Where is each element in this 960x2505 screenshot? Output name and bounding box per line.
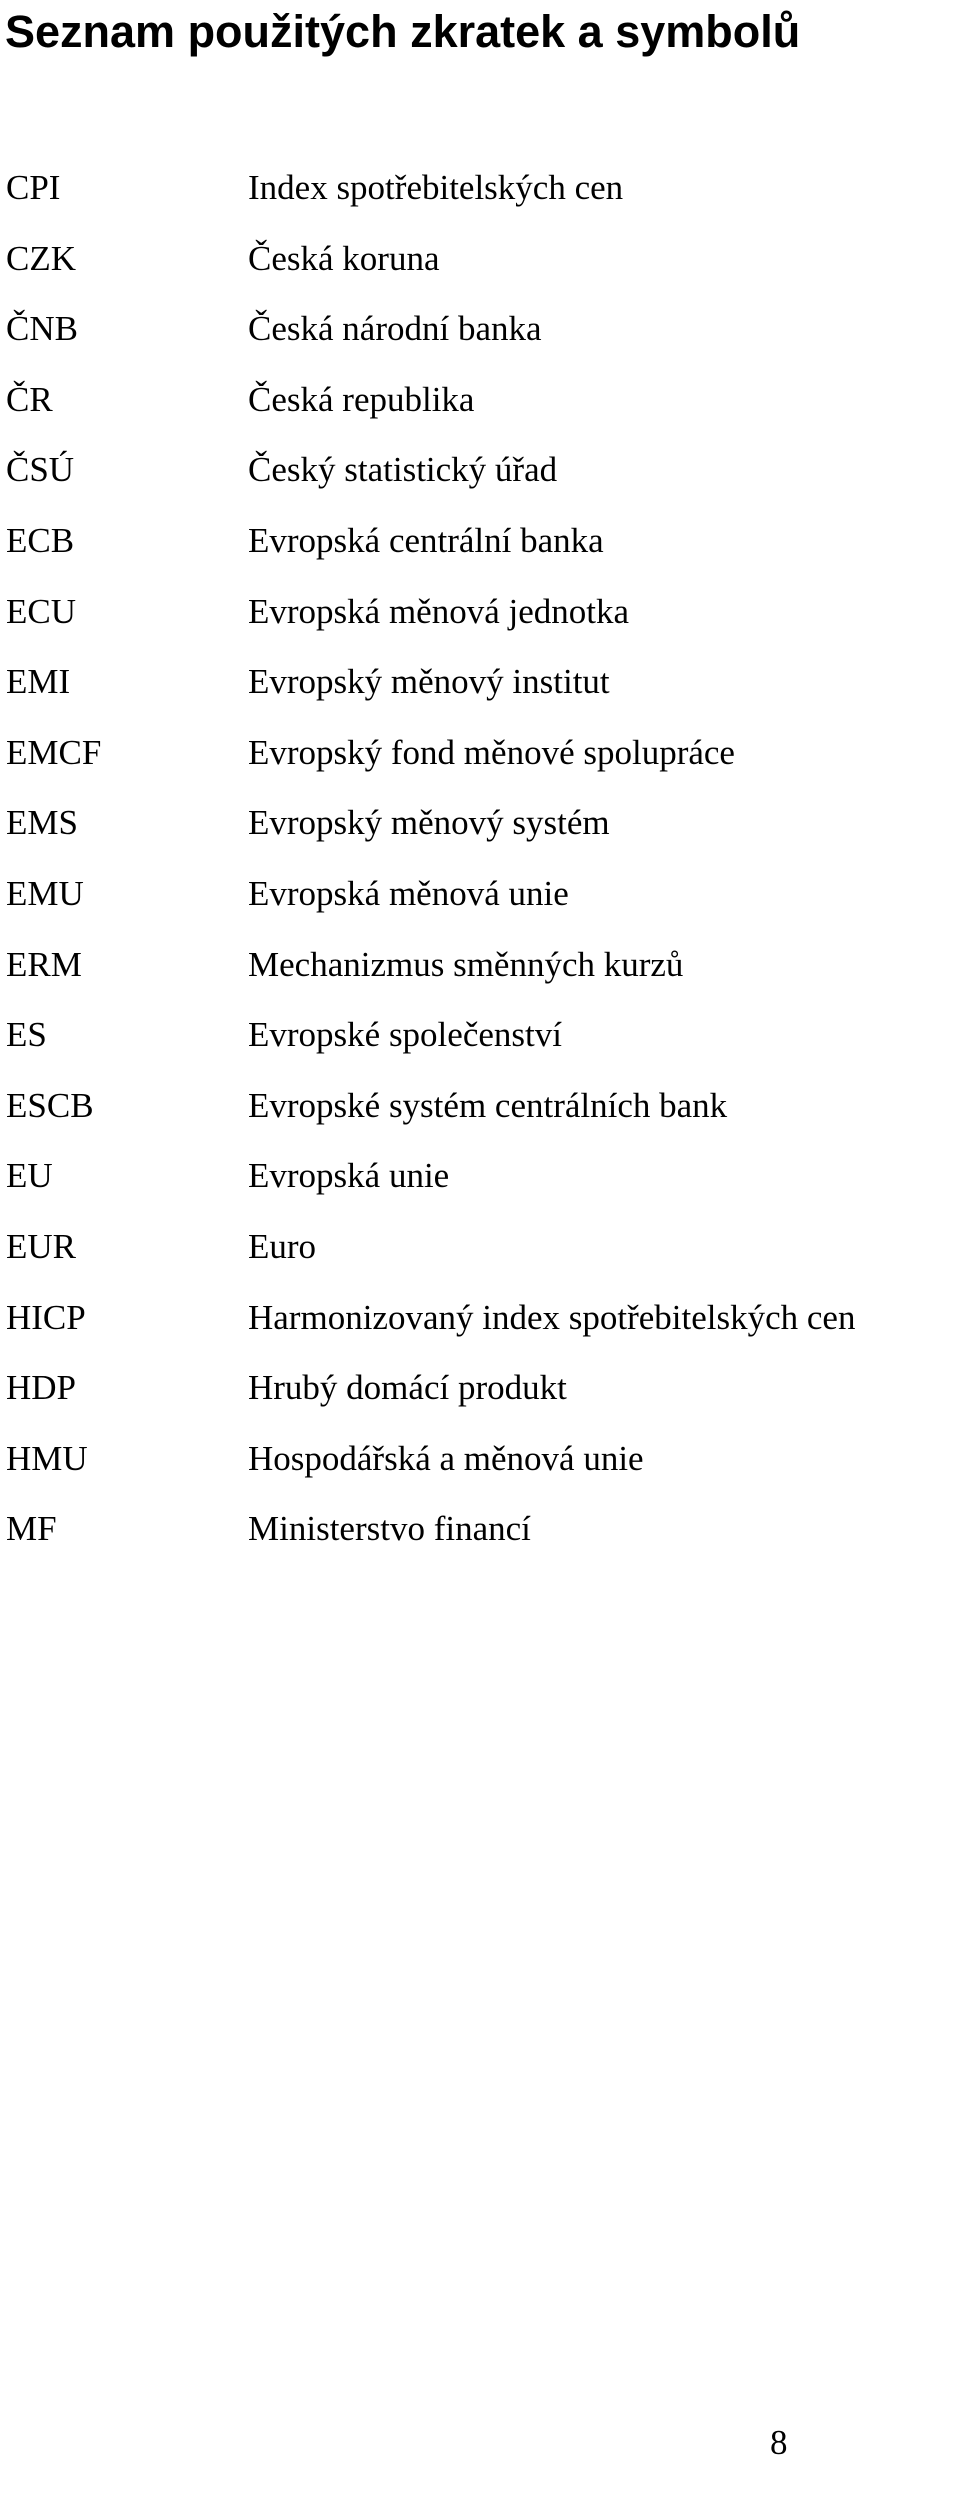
- abbreviation-row: [0, 301, 960, 372]
- abbreviation-row: [0, 442, 960, 513]
- abbreviation-row: [0, 725, 960, 796]
- abbreviation-term: CPI: [6, 168, 61, 207]
- abbreviation-term: EMI: [6, 662, 71, 702]
- abbreviation-row: [0, 1148, 960, 1219]
- abbreviation-meaning: Evropská měnová jednotka: [248, 591, 630, 631]
- abbreviation-row: [0, 1360, 960, 1431]
- abbreviation-row: [0, 584, 960, 655]
- abbreviation-meaning: Evropské systém centrálních bank: [248, 1085, 728, 1125]
- abbreviation-term: ES: [6, 1015, 47, 1055]
- abbreviation-term: EMCF: [6, 732, 102, 772]
- abbreviation-meaning: Česká koruna: [248, 238, 440, 278]
- abbreviation-meaning: Harmonizovaný index spotřebitelských cen: [248, 1297, 856, 1337]
- abbreviation-term: ČR: [6, 379, 53, 419]
- abbreviation-term: ČSÚ: [6, 450, 75, 490]
- abbreviation-meaning: Euro: [248, 1226, 317, 1266]
- abbreviation-term: ESCB: [6, 1085, 94, 1125]
- abbreviation-row: [0, 937, 960, 1008]
- abbreviation-term: MF: [6, 1509, 57, 1549]
- abbreviation-meaning: Evropské společenství: [248, 1015, 562, 1055]
- abbreviation-row: [0, 160, 960, 231]
- abbreviation-term: ECB: [6, 520, 75, 560]
- abbreviation-term: HMU: [6, 1438, 88, 1478]
- abbreviation-meaning: Česká národní banka: [248, 309, 542, 349]
- page-number: 8: [770, 2423, 788, 2462]
- abbreviation-meaning: Mechanizmus směnných kurzů: [248, 944, 684, 984]
- abbreviation-meaning: Index spotřebitelských cen: [248, 168, 624, 207]
- abbreviation-meaning: Evropská měnová unie: [248, 873, 569, 913]
- abbreviation-list: [0, 160, 960, 1572]
- abbreviation-row: [0, 795, 960, 866]
- abbreviation-term: ČNB: [6, 309, 78, 349]
- abbreviation-row: [0, 654, 960, 725]
- page-title: Seznam použitých zkratek a symbolů: [5, 6, 801, 57]
- abbreviation-meaning: Evropská centrální banka: [248, 520, 604, 560]
- abbreviation-meaning: Český statistický úřad: [248, 450, 558, 490]
- abbreviation-row: [0, 1431, 960, 1502]
- abbreviation-row: [0, 866, 960, 937]
- abbreviation-meaning: Evropský měnový institut: [248, 662, 610, 702]
- abbreviation-row: [0, 1501, 960, 1572]
- abbreviation-row: [0, 513, 960, 584]
- abbreviation-meaning: Evropský fond měnové spolupráce: [248, 732, 735, 772]
- abbreviation-term: ERM: [6, 944, 82, 984]
- abbreviation-row: [0, 372, 960, 443]
- abbreviation-row: [0, 231, 960, 302]
- abbreviation-meaning: Česká republika: [248, 379, 475, 419]
- abbreviation-term: ECU: [6, 591, 76, 631]
- abbreviation-row: [0, 1007, 960, 1078]
- abbreviation-row: [0, 1290, 960, 1361]
- abbreviation-meaning: Hospodářská a měnová unie: [248, 1438, 644, 1478]
- abbreviation-row: [0, 1078, 960, 1149]
- abbreviation-term: HICP: [6, 1297, 86, 1337]
- abbreviation-term: HDP: [6, 1368, 77, 1408]
- abbreviation-row: [0, 1219, 960, 1290]
- abbreviation-term: EUR: [6, 1226, 76, 1266]
- abbreviation-term: CZK: [6, 238, 76, 278]
- abbreviation-meaning: Evropská unie: [248, 1156, 450, 1196]
- abbreviation-meaning: Hrubý domácí produkt: [248, 1368, 567, 1408]
- abbreviation-term: EMU: [6, 873, 84, 913]
- abbreviation-meaning: Ministerstvo financí: [248, 1509, 531, 1549]
- abbreviation-term: EMS: [6, 803, 78, 843]
- abbreviation-meaning: Evropský měnový systém: [248, 803, 610, 843]
- abbreviation-term: EU: [6, 1156, 53, 1196]
